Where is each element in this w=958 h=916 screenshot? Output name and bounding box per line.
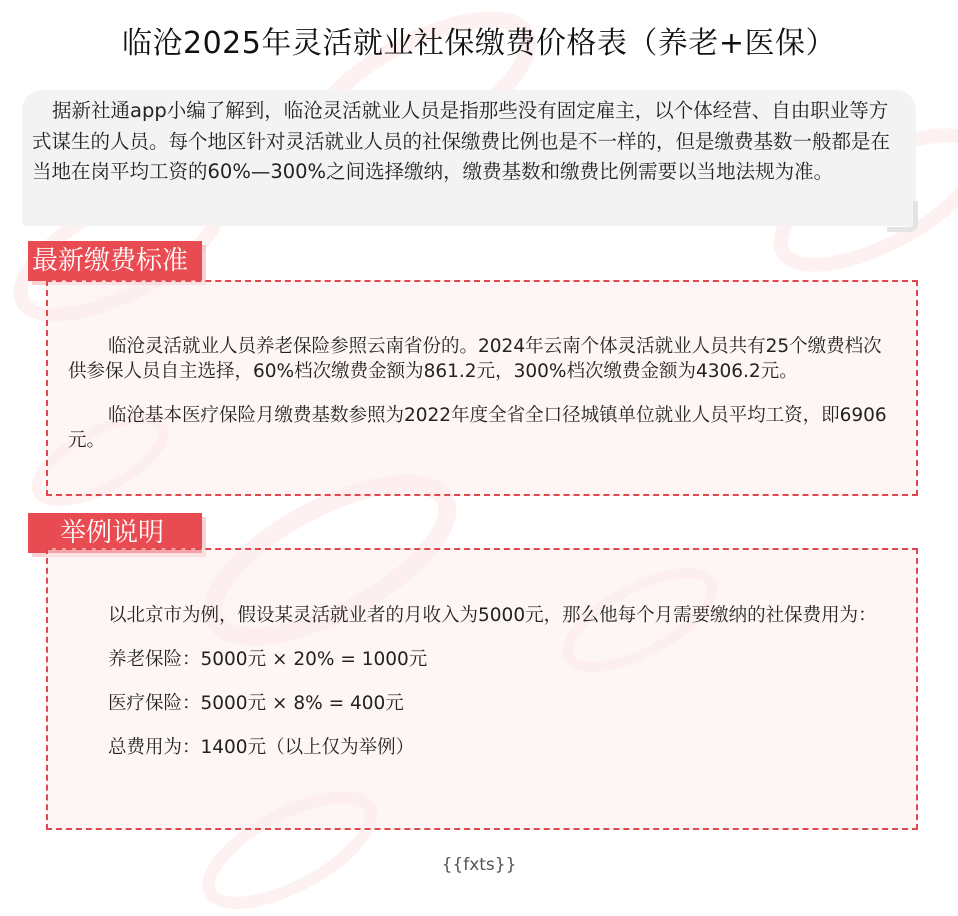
section-label-example: 举例说明 — [28, 513, 202, 553]
example-paragraph-intro: 以北京市为例，假设某灵活就业者的月收入为5000元，那么他每个月需要缴纳的社保费用为： — [108, 605, 877, 626]
example-line-pension: 养老保险：5000元 × 20% = 1000元 — [108, 649, 428, 670]
section-label-standard: 最新缴费标准 — [28, 241, 202, 281]
standard-paragraph-pension: 临沧灵活就业人员养老保险参照云南省份的。2024年云南个体灵活就业人员共有25个缴费档次供参保人员自主选择，60%档次缴费金额为861.2元，300%档次缴费金额为4306.2元。 — [68, 336, 882, 382]
footer-placeholder: {{fxts}} — [441, 855, 517, 875]
page-title: 临沧2025年灵活就业社保缴费价格表（养老+医保） — [122, 26, 836, 61]
example-line-medical: 医疗保险：5000元 × 8% = 400元 — [108, 693, 404, 714]
example-line-total: 总费用为：1400元（以上仅为举例） — [108, 737, 415, 758]
section-box-example — [46, 548, 918, 830]
intro-box — [22, 90, 916, 226]
standard-paragraph-medical: 临沧基本医疗保险月缴费基数参照为2022年度全省全口径城镇单位就业人员平均工资，即6906元。 — [68, 405, 887, 451]
section-box-standard — [46, 280, 918, 496]
intro-text: 据新社通app小编了解到，临沧灵活就业人员是指那些没有固定雇主，以个体经营、自由职业等方式谋生的人员。每个地区针对灵活就业人员的社保缴费比例也是不一样的，但是缴费基数一般都是在当地在岗平均工资的60%—300%之间选择缴纳，缴费基数和缴费比例需要以当地法规为准。 — [32, 99, 891, 183]
quote-corner-icon — [887, 201, 918, 232]
